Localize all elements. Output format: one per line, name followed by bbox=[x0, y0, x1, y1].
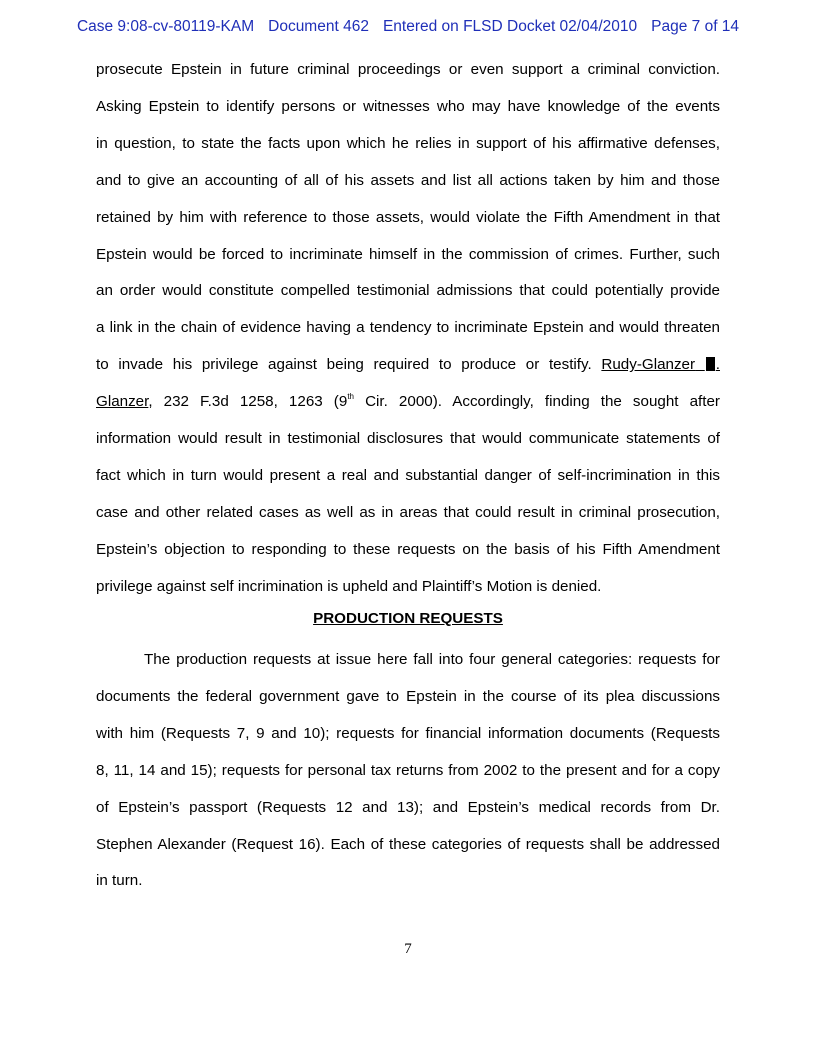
text-line: prosecute Epstein in future criminal proceedings or even support a criminal conviction. bbox=[96, 61, 720, 78]
document-number: Document 462 bbox=[268, 18, 369, 35]
text-line: with him (Requests 7, 9 and 10); requests for financial information documents (Requests bbox=[96, 724, 720, 742]
redaction-block bbox=[706, 357, 715, 371]
text-line: The production requests at issue here fall into four general categories: requests for bbox=[144, 651, 720, 668]
docket-header bbox=[0, 18, 816, 36]
text-line: case and other related cases as well as in areas that could result in criminal prosecution, bbox=[96, 503, 720, 521]
text-line: of Epstein’s passport (Requests 12 and 13); and Epstein’s medical records from Dr. bbox=[96, 798, 720, 816]
text-line: fact which in turn would present a real and substantial danger of self-incrimination in this bbox=[96, 466, 720, 484]
citation-case-name: Rudy-Glanzer . bbox=[601, 356, 720, 374]
text-line: Stephen Alexander (Request 16). Each of these categories of requests shall be addressed bbox=[96, 835, 720, 853]
text-line: privilege against self incrimination is upheld and Plaintiff’s Motion is denied. bbox=[96, 577, 602, 595]
text-line: documents the federal government gave to Epstein in the course of its plea discussions bbox=[96, 687, 720, 705]
citation-line-2: Glanzer, 232 F.3d 1258, 1263 (9th Cir. 2000). Accordingly, finding the sought after bbox=[96, 392, 720, 411]
text-line: retained by him with reference to those assets, would violate the Fifth Amendment in that bbox=[96, 208, 720, 226]
case-number: Case 9:08-cv-80119-KAM bbox=[76, 18, 255, 35]
text-line: Epstein’s objection to responding to these requests on the basis of his Fifth Amendment bbox=[96, 540, 720, 558]
text-line: an order would constitute compelled testimonial admissions that could potentially provide bbox=[96, 282, 720, 300]
text-line: Epstein would be forced to incriminate himself in the commission of crimes. Further, such bbox=[96, 245, 720, 263]
page-number: 7 bbox=[404, 941, 412, 957]
text-line: a link in the chain of evidence having a tendency to incriminate Epstein and would threaten bbox=[96, 319, 720, 337]
docket-entry-date: Entered on FLSD Docket 02/04/2010 bbox=[382, 18, 638, 35]
text-line: information would result in testimonial disclosures that would communicate statements of bbox=[96, 430, 720, 448]
text-line: Asking Epstein to identify persons or witnesses who may have knowledge of the events bbox=[96, 97, 720, 115]
paragraph-fifth-amendment bbox=[96, 52, 720, 606]
paragraph-production-requests bbox=[96, 642, 720, 900]
citation-case-name-continued: Glanzer bbox=[96, 393, 149, 411]
text-line: 8, 11, 14 and 15); requests for personal tax returns from 2002 to the present and for a copy bbox=[96, 761, 720, 779]
text-line: in turn. bbox=[96, 872, 143, 890]
text-line: in question, to state the facts upon which he relies in support of his affirmative defenses, bbox=[96, 134, 720, 152]
text-line: and to give an accounting of all of his assets and list all actions taken by him and those bbox=[96, 171, 720, 189]
section-heading: PRODUCTION REQUESTS bbox=[313, 610, 503, 627]
page-count: Page 7 of 14 bbox=[651, 18, 740, 35]
citation-line-1: to invade his privilege against being required to produce or testify. Rudy-Glanzer . bbox=[96, 356, 720, 374]
